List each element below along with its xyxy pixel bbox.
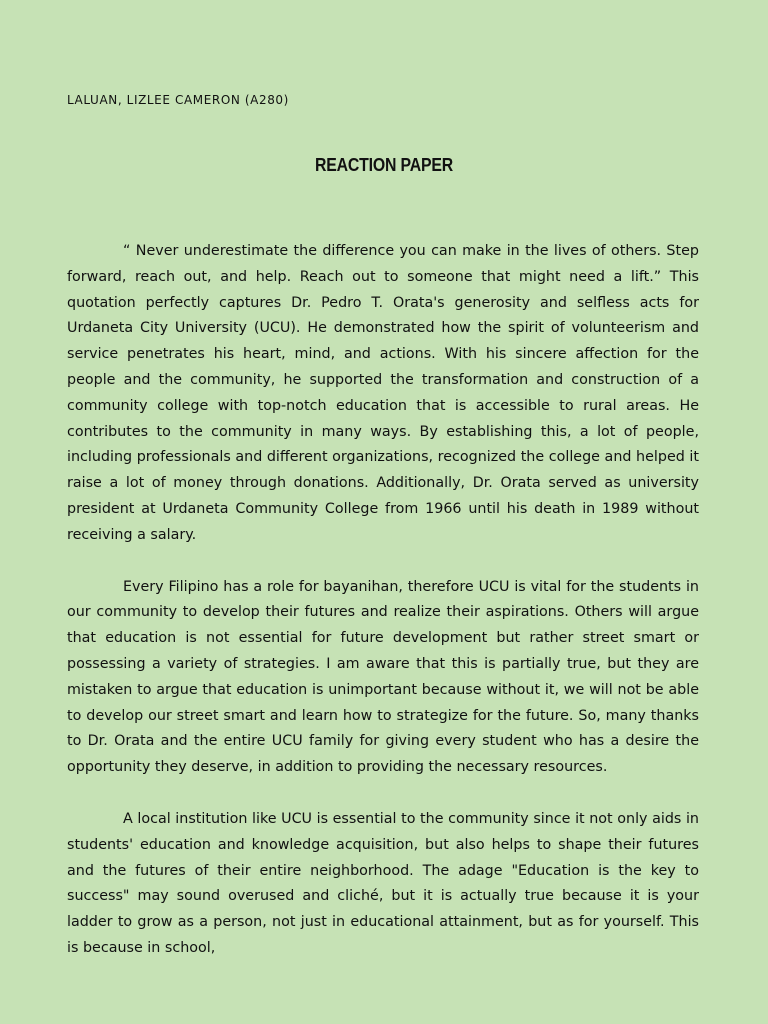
paragraph-3: A local institution like UCU is essential to the community since it not only aids in students' education and knowledge acquisition, but also helps to shape their futures and the futures of their entire neighborhood. The adage "Education is the key to success" may sound overused and cliché, but it is actually true because it is your ladder to grow as a person, not just in educational attainment, but as for yourself. This is because in school, xyxy=(67,810,699,956)
page-title: REACTION PAPER xyxy=(314,155,454,175)
paragraph-1: “ Never underestimate the difference you can make in the lives of others. Step forward, reach out, and help. Reach out to someone that might need a lift.” This quotation perfectly captures Dr. Pedro T. Orata's generosity and selfless acts for Urdaneta City University (UCU). He demonstrated how the spirit of volunteerism and service penetrates his heart, mind, and actions. With his sincere affection for the people and the community, he supported the transformation and construction of a community college with top-notch education that is accessible to rural areas. He contributes to the community in many ways. By establishing this, a lot of people, including professionals and different organizations, recognized the college and helped it raise a lot of money through donations. Additionally, Dr. Orata served as university president at Urdaneta Community College from 1966 until his death in 1989 without receiving a salary. xyxy=(67,243,699,543)
paragraph-2: Every Filipino has a role for bayanihan, therefore UCU is vital for the students in our community to develop their futures and realize their aspirations. Others will argue that education is not essential for future development but rather street smart or possessing a variety of strategies. I am aware that this is partially true, but they are mistaken to argue that education is unimportant because without it, we will not be able to develop our street smart and learn how to strategize for the future. So, many thanks to Dr. Orata and the entire UCU family for giving every student who has a desire the opportunity they deserve, in addition to providing the necessary resources. xyxy=(67,578,699,776)
author-line: LALUAN, LIZLEE CAMERON (A280) xyxy=(67,93,289,107)
body-text xyxy=(67,239,699,988)
